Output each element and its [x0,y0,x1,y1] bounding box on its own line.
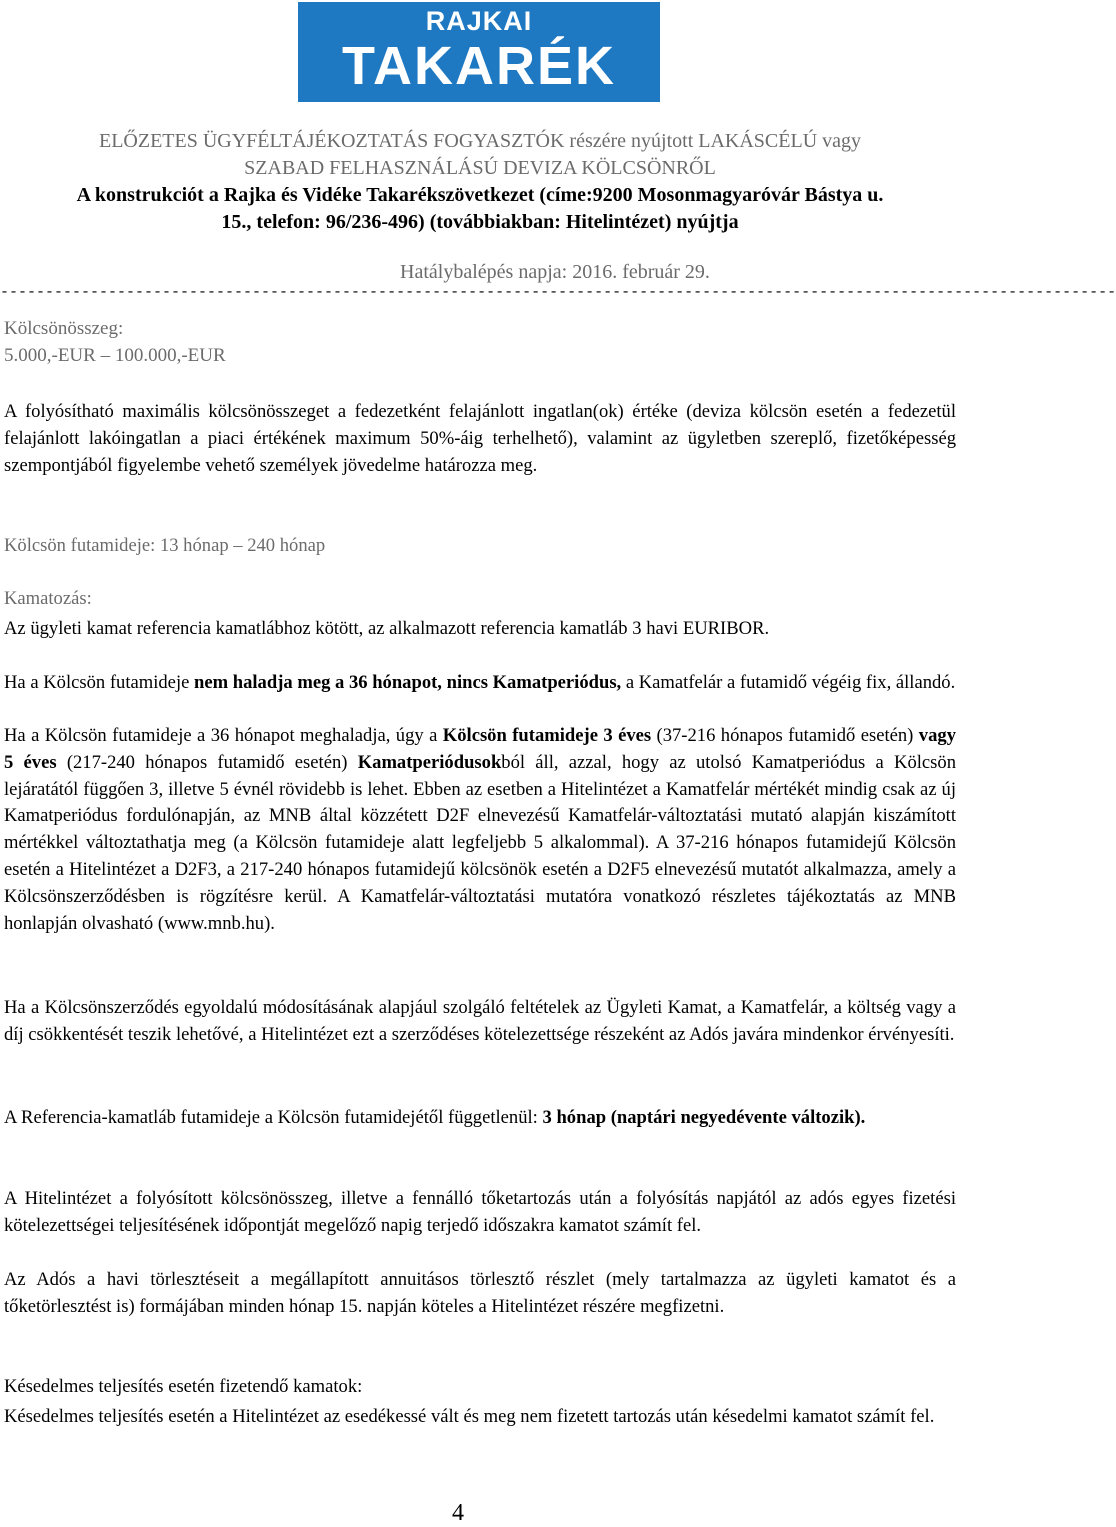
short-term-b: nem haladja meg a 36 hónapot, nincs Kamatperiódus, [194,672,622,693]
repay-text: Az Adós a havi törlesztéseit a megállapított annuitásos törlesztő részlet (mely tartalmazza az ügyleti kamatot és a tőketörlesztést is) formájában minden hónap 15. napján köteles a Hitelintézet részére megfizetni. [4,1269,956,1317]
short-term-a: Ha a Kölcsön futamideje [4,672,195,693]
interest-calc-paragraph [4,1185,956,1239]
long-c: (37-216 hónapos futamidő esetén) [651,725,919,746]
long-g: ból áll, azzal, hogy az utolsó Kamatperiódus a Kölcsön lejáratától függően 3, illetve 5 évnél rövidebb is lehet. Ebben az esetben a Hitelintézet a Kamatfelár mértékét mindig csak az új Kamatperiódus fordulónapján, az MNB által közzétett D2F elnevezésű Kamatfelár-változtatási mutató alapján kiszámított mértékkel változtathatja meg (a Kölcsön futamideje alatt legfeljebb 5 alkalommal). A 37-216 hónapos futamidejű Kölcsön esetén a Hitelintézet a D2F3, a 217-240 hónapos futamidejű kölcsönök esetén a D2F5 elnevezésű mutatót alkalmazza, amely a Kölcsönszerződésben is rögzítésre kerül. A Kamatfelár-változtatási mutatóra vonatkozó részletes tájékoztatás az MNB honlapján olvasható (www.mnb.hu). [4,751,956,934]
effective-date: Hatálybalépés napja: 2016. február 29. [400,261,710,283]
interest-text: Az ügyleti kamat referencia kamatlábhoz kötött, az alkalmazott referencia kamatláb 3 havi EURIBOR. [4,618,770,639]
title-line1: ELŐZETES ÜGYFÉLTÁJÉKOZTATÁS FOGYASZTÓK részére nyújtott LAKÁSCÉLÚ vagy [98,130,862,152]
long-e: (217-240 hónapos futamidő esetén) [56,751,358,773]
loan-amount-label: Kölcsönösszeg: [4,318,124,339]
interest-label: Kamatozás: [4,588,92,609]
max-amount-paragraph [4,398,956,479]
ref-a: A Referencia-kamatláb futamideje a Kölcsön futamidejétől függetlenül: [4,1107,543,1128]
short-term-paragraph [4,669,956,696]
repayment-paragraph [4,1266,956,1320]
late-interest-paragraph [4,1403,956,1430]
logo-line1: RAJKAI [425,6,533,36]
page-number: 4 [452,1500,464,1526]
long-d: vagy 5 éves [4,725,956,773]
separator-line: ---------------------------------------------------------------------------------------------------------------------------- [0,284,1116,301]
rajkai-takarek-logo [298,2,660,102]
long-term-paragraph [4,723,956,937]
title-line2: SZABAD FELHASZNÁLÁSÚ DEVIZA KÖLCSÖNRŐL [244,157,716,179]
provider-line2: 15., telefon: 96/236-496) (továbbiakban: Hitelintézet) nyújtja [221,211,739,233]
term-line: Kölcsön futamideje: 13 hónap – 240 hónap [4,535,326,556]
unilateral-paragraph [4,994,956,1048]
logo-line2: TAKARÉK [342,36,616,96]
calc-text: A Hitelintézet a folyósított kölcsönösszeg, illetve a fennálló tőketartozás után a folyósítás napjától az adós egyes fizetési kötelezettségei teljesítésének időpontját megelőző napig terjedő időszakra kamatot számít fel. [4,1188,956,1236]
long-a: Ha a Kölcsön futamideje a 36 hónapot meghaladja, úgy a [4,725,443,746]
long-b: Kölcsön futamideje 3 éves [442,725,652,746]
max-amount-text: A folyósítható maximális kölcsönösszeget a fedezetként felajánlott ingatlan(ok) értéke (deviza kölcsön esetén a fedezetül felajánlott lakóingatlan a piaci értékének maximum 50%-áig terhelhető), valamint az ügyletben szereplő, fizetőképesség szempontjából figyelembe vehető személyek jövedelme határozza meg. [4,401,956,476]
short-term-c: a Kamatfelár a futamidő végéig fix, állandó. [621,672,956,693]
unilateral-text: Ha a Kölcsönszerződés egyoldalú módosításának alapjául szolgáló feltételek az Ügyleti Kamat, a Kamatfelár, a költség vagy a díj csökkentését teszik lehetővé, a Hitelintézet ezt a szerződéses kötelezettsége részeként az Adós javára mindenkor érvényesíti. [4,997,956,1045]
interest-paragraph [4,615,956,642]
long-f: Kamatperiódusok [357,751,502,773]
provider-line1: A konstrukciót a Rajka és Vidéke Takarékszövetkezet (címe:9200 Mosonmagyaróvár Bástya u. [76,184,884,206]
reference-paragraph [4,1104,956,1131]
late-text: Késedelmes teljesítés esetén a Hitelintézet az esedékessé vált és meg nem fizetett tartozás után késedelmi kamatot számít fel. [4,1406,935,1427]
ref-b: 3 hónap (naptári negyedévente változik). [542,1107,866,1128]
late-interest-label: Késedelmes teljesítés esetén fizetendő kamatok: [4,1376,363,1397]
loan-amount-value: 5.000,-EUR – 100.000,-EUR [4,345,226,366]
